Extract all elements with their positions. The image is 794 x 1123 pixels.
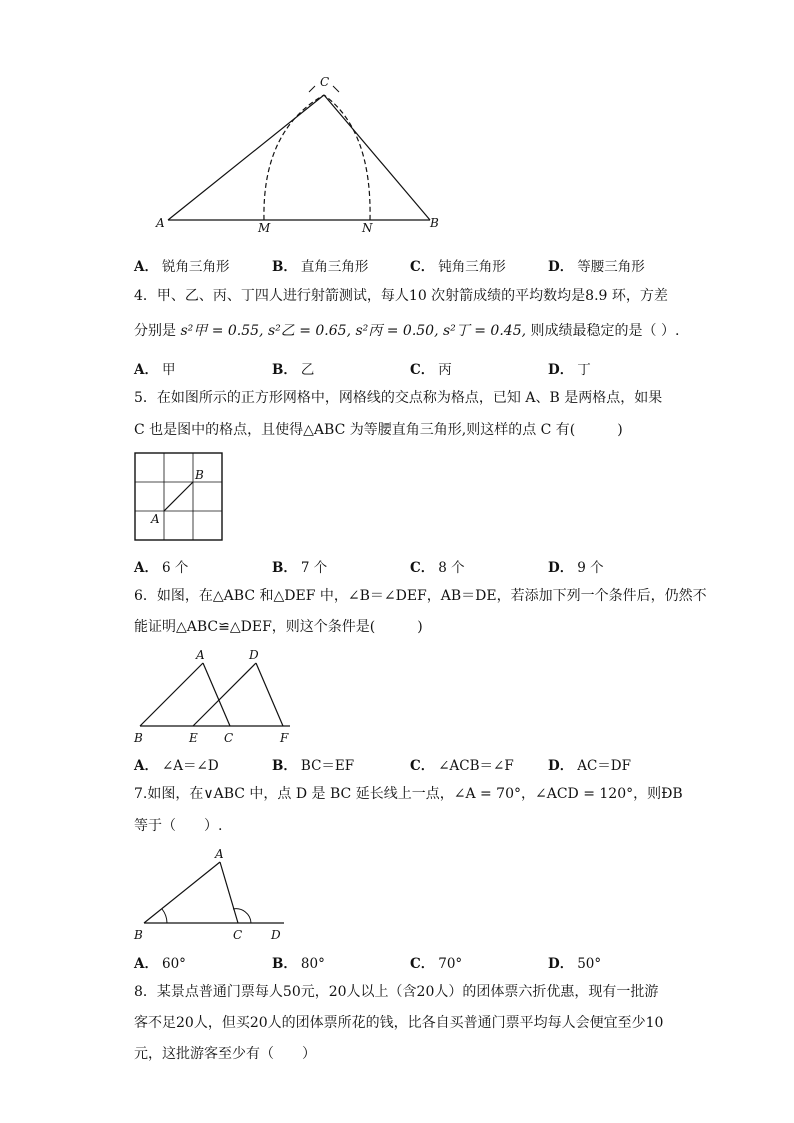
q8-text-line1: 8．某景点普通门票每人50元，20人以上（含20人）的团体票六折优惠，现有一批游 — [134, 984, 659, 1000]
q7-option-c: C． 70° — [410, 956, 463, 972]
q6-text-line2: 能证明△ABC≌△DEF，则这个条件是( ) — [134, 619, 423, 635]
q3-option-a: A． 锐角三角形 — [134, 259, 230, 275]
q7-label-D: D — [271, 928, 281, 942]
q3-figure — [140, 70, 460, 240]
q5-label-B: B — [195, 468, 204, 482]
q7-label-A: A — [215, 847, 224, 861]
q7-option-b: B． 80° — [272, 956, 325, 972]
q4-var4: s²丁 = 0.45, — [443, 323, 527, 339]
q3-option-d: D． 等腰三角形 — [548, 259, 645, 275]
q5-text-line1: 5．在如图所示的正方形网格中，网格线的交点称为格点，已知 A、B 是两格点，如果 — [134, 390, 663, 406]
q6-option-b: B． BC＝EF — [272, 758, 355, 774]
q7-option-a: A． 60° — [134, 956, 186, 972]
q7-option-d: D． 50° — [548, 956, 602, 972]
q4-option-d: D． 丁 — [548, 362, 591, 378]
q3-option-c: C． 钝角三角形 — [410, 259, 506, 275]
q5-label-A: A — [151, 512, 160, 526]
q8-text-line3: 元，这批游客至少有（ ） — [134, 1046, 316, 1062]
q3-label-N: N — [362, 221, 373, 235]
q4-option-c: C． 丙 — [410, 362, 452, 378]
q6-text-line1: 6．如图，在△ABC 和△DEF 中，∠B＝∠DEF，AB＝DE，若添加下列一个条件后，仍然不 — [134, 588, 707, 604]
q4-var1: s²甲 = 0.55, — [180, 323, 264, 339]
q6-label-C: C — [224, 731, 234, 745]
q5-option-c: C． 8 个 — [410, 560, 465, 576]
q5-option-d: D． 9 个 — [548, 560, 604, 576]
q5-text-line2: C 也是图中的格点，且使得△ABC 为等腰直角三角形,则这样的点 C 有( ) — [134, 422, 623, 438]
q7-label-C: C — [233, 928, 243, 942]
q6-label-D: D — [249, 648, 259, 662]
q6-option-a: A． ∠A＝∠D — [134, 758, 219, 774]
q6-label-B: B — [134, 731, 143, 745]
q8-text-line2: 客不足20人，但买20人的团体票所花的钱，比各自买普通门票平均每人会便宜至少10 — [134, 1015, 664, 1031]
q3-label-B: B — [430, 216, 439, 230]
q5-option-a: A． 6 个 — [134, 560, 189, 576]
q6-option-d: D． AC＝DF — [548, 758, 631, 774]
q3-option-b: B． 直角三角形 — [272, 259, 369, 275]
q4-text-line1: 4．甲、乙、丙、丁四人进行射箭测试，每人10 次射箭成绩的平均数均是8.9 环，方差 — [134, 288, 668, 304]
q3-label-A: A — [156, 216, 165, 230]
q5-option-b: B． 7 个 — [272, 560, 328, 576]
q4-suffix: 则成绩最稳定的是（ ）. — [530, 323, 680, 339]
q4-prefix: 分别是 — [134, 323, 176, 339]
q4-var3: s²丙 = 0.50, — [355, 323, 439, 339]
q7-label-B: B — [134, 928, 143, 942]
q6-option-c: C． ∠ACB＝∠F — [410, 758, 514, 774]
q4-var2: s²乙 = 0.65, — [267, 323, 352, 339]
q6-label-E: E — [189, 731, 198, 745]
q3-label-M: M — [258, 221, 271, 235]
q4-option-b: B． 乙 — [272, 362, 315, 378]
q4-text-line2 — [134, 321, 679, 341]
q6-label-F: F — [280, 731, 289, 745]
q7-figure — [130, 846, 295, 942]
q6-figure — [130, 645, 300, 747]
q4-option-a: A． 甲 — [134, 362, 176, 378]
q3-label-C: C — [320, 75, 330, 89]
q7-text-line1: 7.如图，在∨ABC 中，点 D 是 BC 延长线上一点，∠A = 70°，∠ACD = 120°，则ÐB — [134, 786, 683, 802]
q5-grid-figure — [134, 452, 226, 544]
q7-text-line2: 等于（ ）. — [134, 818, 223, 834]
q6-label-A: A — [196, 648, 205, 662]
